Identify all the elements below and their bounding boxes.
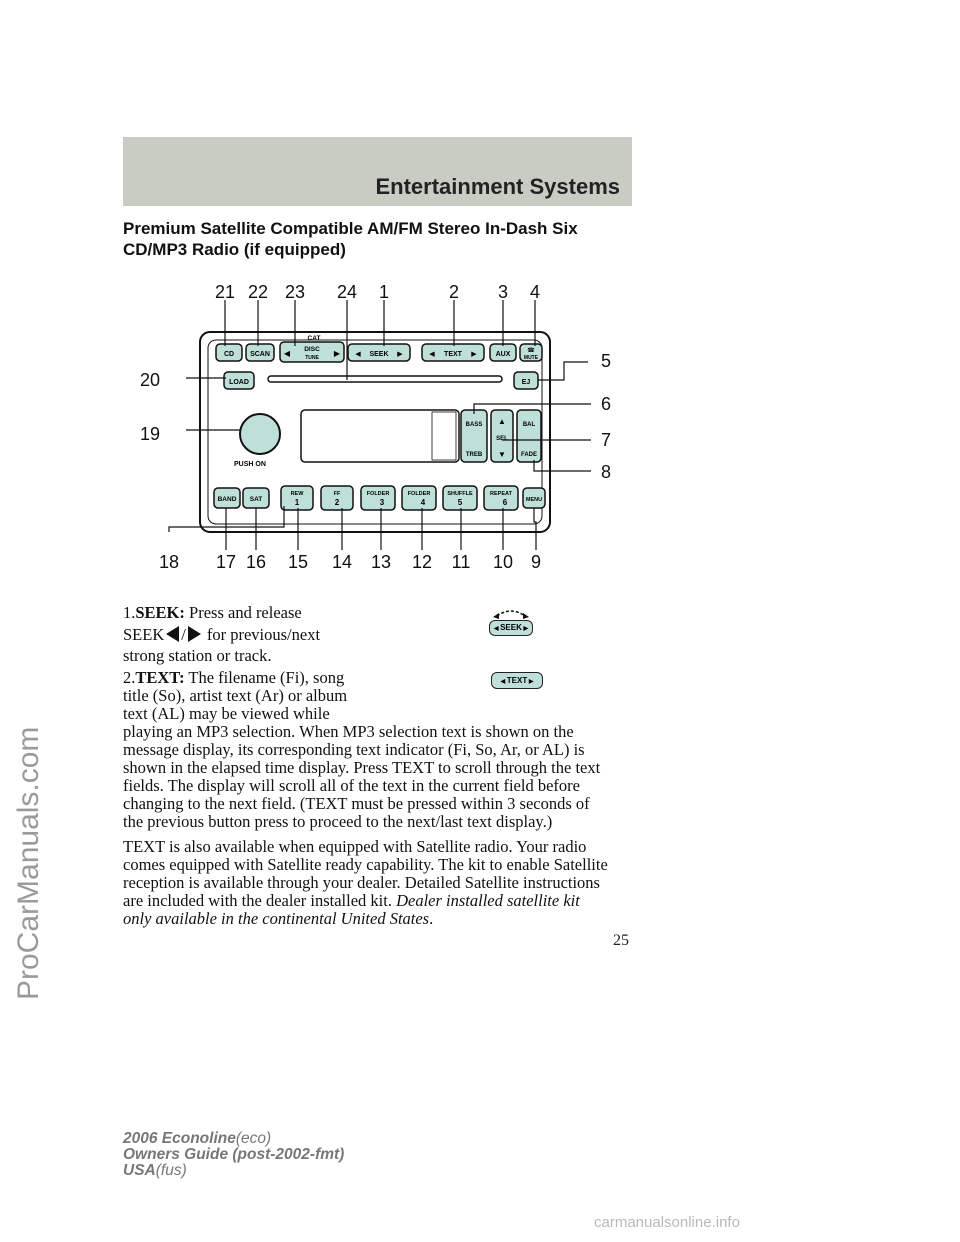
menu-button [523, 488, 545, 508]
band-button [214, 488, 240, 508]
svg-text:SCAN: SCAN [250, 351, 270, 358]
callout-1: 1 [378, 282, 390, 302]
svg-text:FOLDER: FOLDER [366, 491, 390, 497]
svg-text:▶: ▶ [397, 351, 403, 358]
callout-19: 19 [139, 424, 161, 444]
svg-text:FADE: FADE [520, 452, 538, 458]
push-on-label: PUSH ON [234, 461, 266, 468]
callout-4: 4 [529, 282, 541, 302]
cd-slot [268, 376, 502, 382]
volume-knob [240, 414, 280, 454]
callout-6: 6 [600, 394, 612, 414]
para-satellite-line1: TEXT is also available when equipped with Satellite radio. Your radio [123, 837, 587, 856]
callout-10: 10 [492, 552, 514, 572]
callout-7: 7 [600, 430, 612, 450]
svg-text:▲: ▲ [498, 417, 506, 426]
svg-text:DISC: DISC [304, 346, 320, 353]
para-satellite-line2: comes equipped with Satellite ready capability. The kit to enable Satellite [123, 855, 608, 874]
item-text-line7: fields. The display will scroll all of the text in the current field before [123, 776, 580, 795]
aux-button [490, 344, 516, 361]
footer-guide-line: Owners Guide (post-2002-fmt) [123, 1146, 345, 1163]
svg-text:SEEK: SEEK [369, 351, 389, 358]
svg-text:5: 5 [457, 498, 463, 507]
svg-text:TREB: TREB [465, 452, 483, 458]
section-header-band [123, 137, 632, 206]
callout-22: 22 [247, 282, 269, 302]
seek-button-illustration [487, 604, 535, 636]
footer-model-line: 2006 Econoline(eco) [123, 1130, 272, 1147]
svg-text:SHUFFLE: SHUFFLE [447, 491, 473, 497]
svg-text:FF: FF [333, 491, 341, 497]
svg-text:▼: ▼ [498, 450, 506, 459]
callout-24: 24 [336, 282, 358, 302]
callout-20: 20 [139, 370, 161, 390]
callout-18: 18 [158, 552, 180, 572]
svg-text:CD: CD [223, 351, 235, 358]
item-seek-line2: SEEK / for previous/next [123, 625, 321, 644]
mute-button [520, 344, 542, 361]
callout-23: 23 [284, 282, 306, 302]
svg-text:TUNE: TUNE [305, 355, 319, 361]
svg-text:◀: ◀ [429, 351, 435, 358]
disc-tune-button [280, 342, 344, 362]
callout-17: 17 [215, 552, 237, 572]
sat-button [243, 488, 269, 508]
item-text-line8: changing to the next field. (TEXT must be pressed within 3 seconds of [123, 794, 590, 813]
cat-label: CAT [307, 335, 321, 342]
svg-text:◀: ◀ [283, 349, 291, 358]
callout-9: 9 [530, 552, 542, 572]
svg-text:EJ: EJ [521, 379, 531, 386]
callout-15: 15 [287, 552, 309, 572]
svg-text:6: 6 [502, 498, 508, 507]
para-satellite-line5: only available in the continental United States. [123, 909, 434, 928]
callout-14: 14 [331, 552, 353, 572]
svg-text:MUTE: MUTE [523, 355, 539, 361]
svg-text:☎: ☎ [527, 348, 535, 354]
side-watermark: ProCarManuals.com [12, 726, 45, 1000]
svg-text:BAL: BAL [522, 422, 536, 428]
seek-back-arrow-icon [166, 626, 179, 642]
bottom-watermark: carmanualsonline.info [594, 1214, 740, 1231]
svg-text:FOLDER: FOLDER [407, 491, 431, 497]
cd-button [216, 344, 242, 361]
callout-11: 11 [451, 552, 471, 572]
svg-text:3: 3 [379, 498, 385, 507]
callout-8: 8 [600, 462, 612, 482]
item-text-line5: message display, its corresponding text indicator (Fi, So, Ar, or AL) is [123, 740, 585, 759]
load-button [224, 372, 254, 389]
radio-display [301, 410, 459, 462]
callout-21: 21 [214, 282, 236, 302]
scan-button [246, 344, 274, 361]
svg-text:BAND: BAND [217, 496, 237, 503]
preset-6-repeat [484, 486, 518, 510]
svg-text:BASS: BASS [465, 422, 483, 428]
svg-text:2: 2 [334, 498, 340, 507]
page-number: 25 [613, 932, 629, 949]
svg-text:4: 4 [420, 498, 426, 507]
preset-2-ff [321, 486, 353, 510]
item-text-line2: title (So), artist text (Ar) or album [123, 686, 348, 705]
callout-5: 5 [600, 351, 612, 371]
preset-3-folder-down [361, 486, 395, 510]
svg-text:AUX: AUX [495, 351, 511, 358]
section-header-title: Entertainment Systems [375, 174, 620, 199]
preset-1-rew [281, 486, 313, 510]
footer-region-line: USA(fus) [123, 1162, 187, 1179]
svg-text:SAT: SAT [249, 496, 263, 503]
seek-forward-arrow-icon [188, 626, 201, 642]
svg-text:▶: ▶ [333, 349, 341, 358]
page-title: Premium Satellite Compatible AM/FM Stereo In-Dash Six CD/MP3 Radio (if equipped) [123, 219, 578, 259]
preset-5-shuffle [443, 486, 477, 510]
callout-16: 16 [245, 552, 267, 572]
seek-icon-button: ◀ SEEK ▶ [489, 620, 533, 636]
para-satellite-line3: reception is available through your dealer. Detailed Satellite instructions [123, 873, 600, 892]
item-text-line4: playing an MP3 selection. When MP3 selection text is shown on the [123, 722, 574, 741]
text-button [422, 344, 484, 361]
document-footer [123, 1131, 344, 1179]
item-text-line1: 2.TEXT: The filename (Fi), song [123, 668, 345, 687]
callout-2: 2 [448, 282, 460, 302]
svg-text:REPEAT: REPEAT [490, 491, 512, 497]
tone-control-cluster [461, 410, 541, 462]
item-seek-line3: strong station or track. [123, 646, 272, 665]
svg-text:LOAD: LOAD [229, 379, 249, 386]
radio-diagram [136, 270, 636, 580]
item-text-line9: the previous button press to proceed to the next/last text display.) [123, 812, 553, 831]
text-button-illustration: ◀ TEXT ▶ [491, 672, 543, 689]
seek-button [348, 344, 410, 361]
svg-text:◀: ◀ [355, 351, 361, 358]
svg-text:▶: ▶ [471, 351, 477, 358]
item-text-line6: shown in the elapsed time display. Press TEXT to scroll through the text [123, 758, 601, 777]
callout-12: 12 [411, 552, 433, 572]
callout-3: 3 [497, 282, 509, 302]
item-text-line3: text (AL) may be viewed while [123, 704, 330, 723]
callout-13: 13 [370, 552, 392, 572]
svg-text:MENU: MENU [525, 497, 543, 503]
preset-4-folder-up [402, 486, 436, 510]
svg-text:1: 1 [294, 498, 300, 507]
svg-text:TEXT: TEXT [444, 351, 462, 358]
para-satellite-line4: are included with the dealer installed kit. Dealer installed satellite kit [123, 891, 580, 910]
eject-button [514, 372, 538, 389]
svg-text:SEL: SEL [496, 436, 508, 442]
svg-text:REW: REW [290, 491, 304, 497]
item-seek-line1: 1.SEEK: Press and release [123, 603, 302, 622]
